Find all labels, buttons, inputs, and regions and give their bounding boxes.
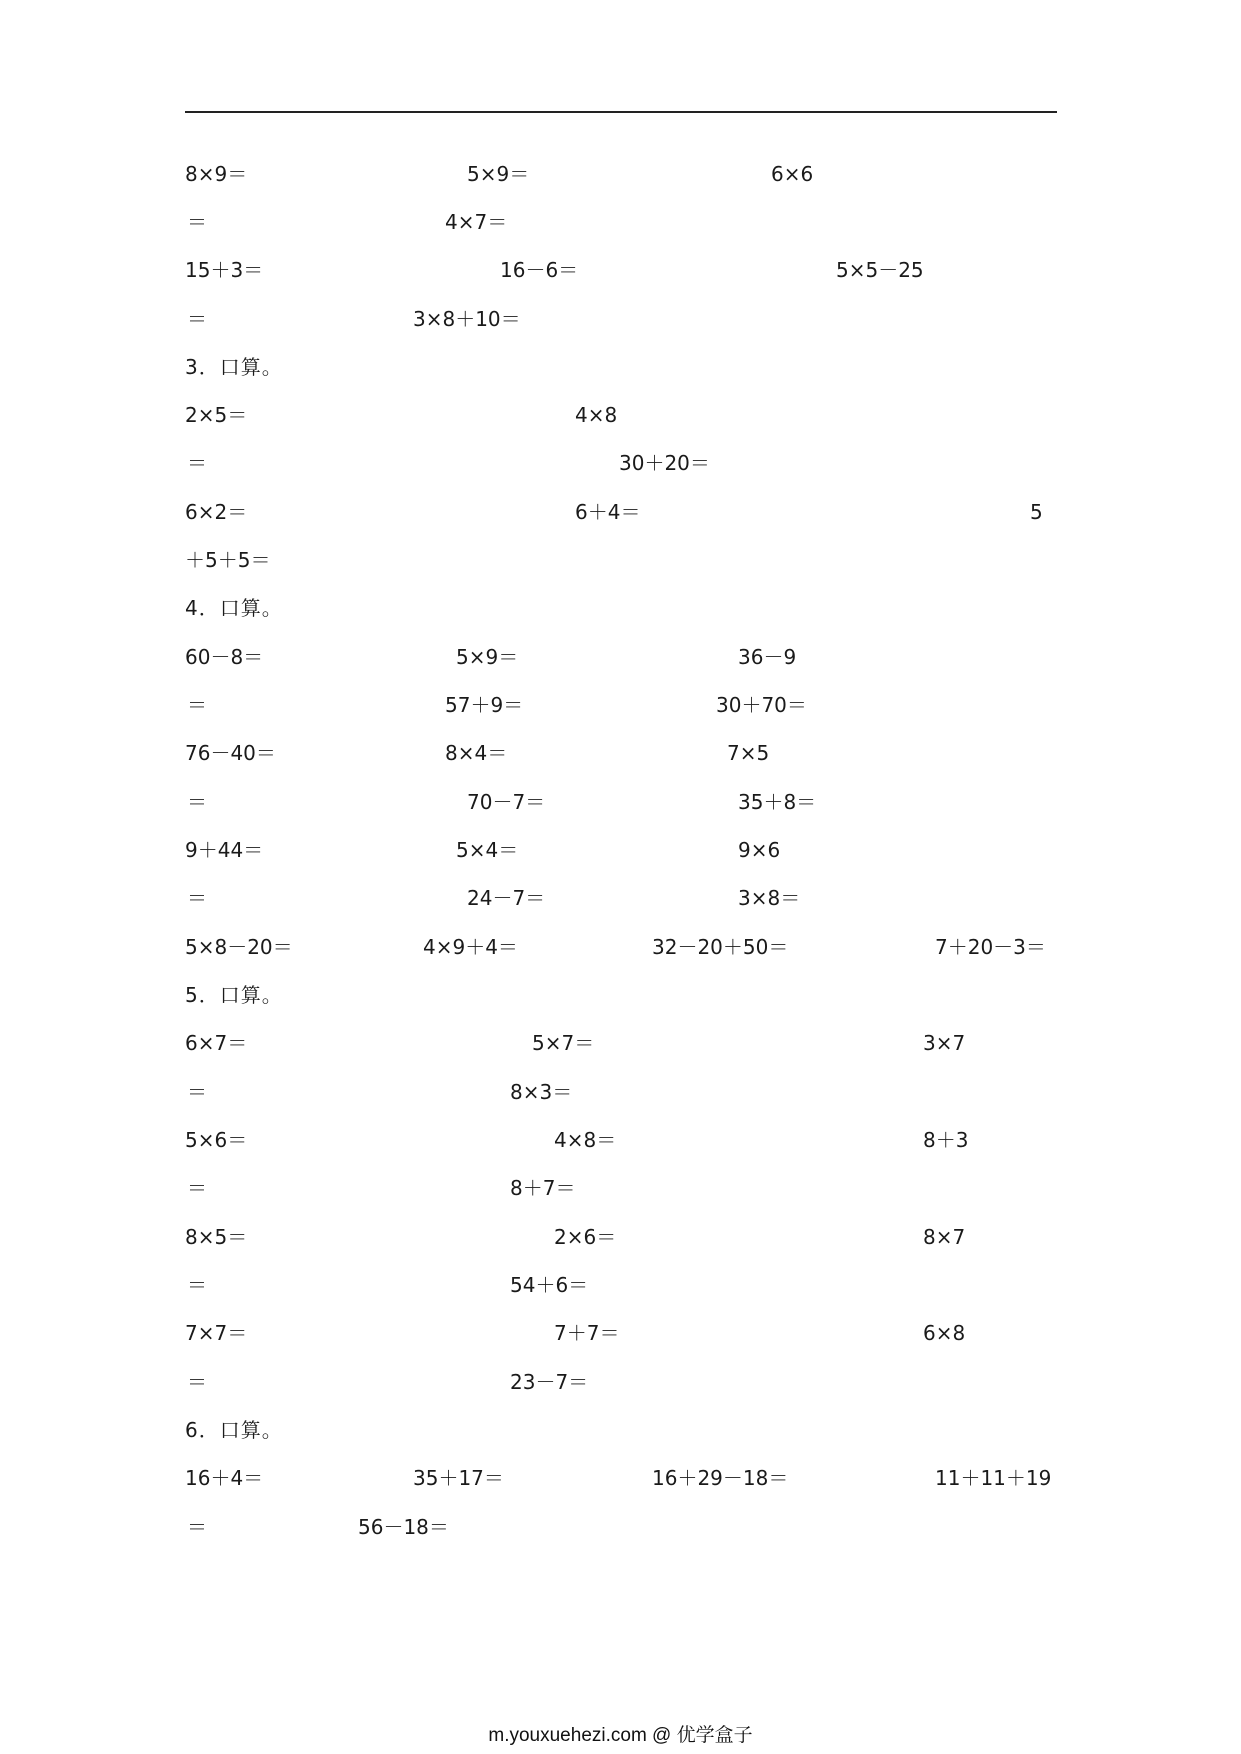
problem: ＝ — [187, 451, 207, 475]
problem: 16－6＝ — [500, 258, 579, 282]
section-heading: 5．口算。 — [185, 983, 283, 1007]
problem: ＝ — [187, 1273, 207, 1297]
problem: 5 — [1030, 500, 1043, 524]
section-heading: 6．口算。 — [185, 1418, 283, 1442]
problem: 35＋17＝ — [413, 1466, 504, 1490]
problem: ＝ — [187, 1080, 207, 1104]
problem: 16＋29－18＝ — [652, 1466, 789, 1490]
problem: 6×6 — [771, 162, 814, 186]
problem: 24－7＝ — [467, 886, 546, 910]
problem: 16＋4＝ — [185, 1466, 264, 1490]
problem: 36－9 — [738, 645, 797, 669]
problem: ＝ — [187, 790, 207, 814]
problem: 8×4＝ — [445, 741, 508, 765]
problem: 6＋4＝ — [575, 500, 641, 524]
problem: 5×6＝ — [185, 1128, 248, 1152]
problem: 30＋20＝ — [619, 451, 710, 475]
problem: 3×8＝ — [738, 886, 801, 910]
problem: 57＋9＝ — [445, 693, 524, 717]
problem: 15＋3＝ — [185, 258, 264, 282]
problem: ＝ — [187, 307, 207, 331]
problem: 5×4＝ — [456, 838, 519, 862]
problem: 11＋11＋19 — [935, 1466, 1052, 1490]
footer-watermark: m.youxuehezi.com @ 优学盒子 — [488, 1725, 753, 1746]
problem: 6×8 — [923, 1321, 966, 1345]
problem: ＝ — [187, 1370, 207, 1394]
problem: 7＋7＝ — [554, 1321, 620, 1345]
problem: 4×7＝ — [445, 210, 508, 234]
problem: ＋5＋5＝ — [185, 548, 271, 572]
problem: 6×2＝ — [185, 500, 248, 524]
problem: 3×7 — [923, 1031, 966, 1055]
problem: 4×8 — [575, 403, 618, 427]
problem: 8＋3 — [923, 1128, 969, 1152]
problem: 9＋44＝ — [185, 838, 264, 862]
section-heading: 3．口算。 — [185, 355, 283, 379]
problem: 2×6＝ — [554, 1225, 617, 1249]
problem: 4×9＋4＝ — [423, 935, 518, 959]
problem: 8×9＝ — [185, 162, 248, 186]
problem: 9×6 — [738, 838, 781, 862]
problem: 23－7＝ — [510, 1370, 589, 1394]
problem: 8×5＝ — [185, 1225, 248, 1249]
problem: 6×7＝ — [185, 1031, 248, 1055]
problem: 4×8＝ — [554, 1128, 617, 1152]
problem: 5×9＝ — [456, 645, 519, 669]
problem: 30＋70＝ — [716, 693, 807, 717]
problem: 76－40＝ — [185, 741, 276, 765]
problem: 54＋6＝ — [510, 1273, 589, 1297]
problem: 5×7＝ — [532, 1031, 595, 1055]
problem: 5×8－20＝ — [185, 935, 293, 959]
problem: 7×5 — [727, 741, 770, 765]
section-heading: 4．口算。 — [185, 596, 283, 620]
problem: 32－20＋50＝ — [652, 935, 789, 959]
problem: 3×8＋10＝ — [413, 307, 521, 331]
problem: 60－8＝ — [185, 645, 264, 669]
problem: 70－7＝ — [467, 790, 546, 814]
problem: 5×9＝ — [467, 162, 530, 186]
problem: ＝ — [187, 1176, 207, 1200]
problem: ＝ — [187, 693, 207, 717]
problem: ＝ — [187, 886, 207, 910]
problem: 7×7＝ — [185, 1321, 248, 1345]
problem: 8＋7＝ — [510, 1176, 576, 1200]
header-rule — [185, 111, 1057, 113]
problem: 7＋20－3＝ — [935, 935, 1046, 959]
problem: 2×5＝ — [185, 403, 248, 427]
problem: ＝ — [187, 210, 207, 234]
problem: ＝ — [187, 1515, 207, 1539]
problem: 56－18＝ — [358, 1515, 449, 1539]
problem: 5×5－25 — [836, 258, 924, 282]
problem: 8×7 — [923, 1225, 966, 1249]
problem: 8×3＝ — [510, 1080, 573, 1104]
problem: 35＋8＝ — [738, 790, 817, 814]
